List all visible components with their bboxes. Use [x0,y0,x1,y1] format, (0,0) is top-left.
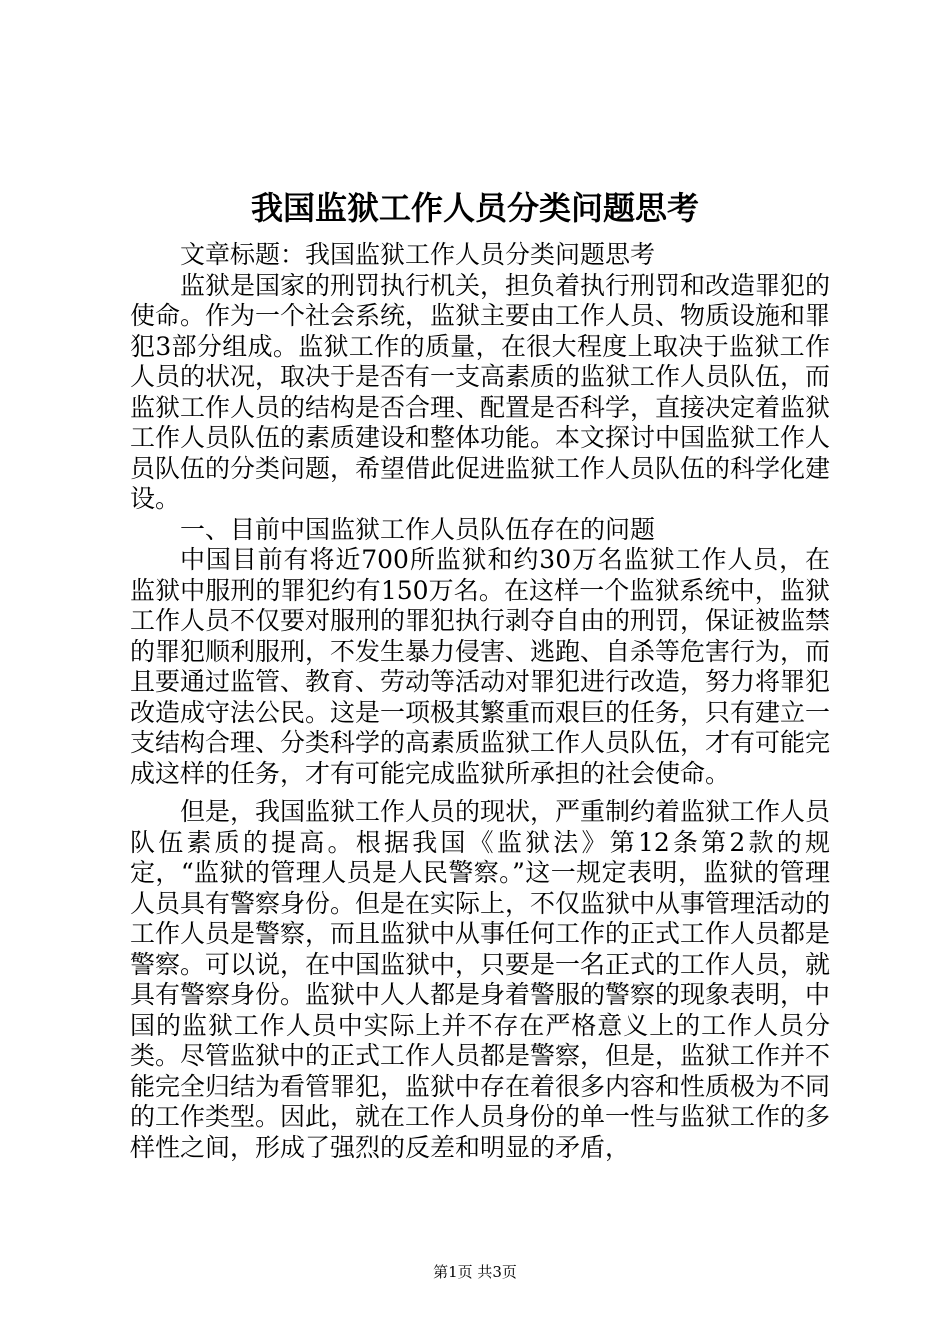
page-indicator: 第1页 共3页 [433,1263,517,1281]
body-paragraph: 中国目前有将近700所监狱和约30万名监狱工作人员，在监狱中服刑的罪犯约有150万名。在这样一个监狱系统中，监狱工作人员不仅要对服刑的罪犯执行剥夺自由的刑罚，保证被监禁的罪犯顺利服刑，不发生暴力侵害、逃跑、自杀等危害行为，而且要通过监管、教育、劳动等活动对罪犯进行改造，努力将罪犯改造成守法公民。这是一项极其繁重而艰巨的任务，只有建立一支结构合理、分类科学的高素质监狱工作人员队伍，才有可能完成这样的任务，才有可能完成监狱所承担的社会使命。 [130,545,831,788]
article-title-line: 文章标题：我国监狱工作人员分类问题思考 [180,240,656,269]
intro-paragraph: 监狱是国家的刑罚执行机关，担负着执行刑罚和改造罪犯的使命。作为一个社会系统，监狱主要由工作人员、物质设施和罪犯3部分组成。监狱工作的质量，在很大程度上取决于监狱工作人员的状况，取决于是否有一支高素质的监狱工作人员队伍，而监狱工作人员的结构是否合理、配置是否科学，直接决定着监狱工作人员队伍的素质建设和整体功能。本文探讨中国监狱工作人员队伍的分类问题，希望借此促进监狱工作人员队伍的科学化建设。 [130,270,831,513]
document-body [130,240,830,1163]
section-heading: 一、目前中国监狱工作人员队伍存在的问题 [180,514,656,544]
body-paragraph: 但是，我国监狱工作人员的现状，严重制约着监狱工作人员队伍素质的提高。根据我国《监狱法》第12条第2款的规定，“监狱的管理人员是人民警察。”这一规定表明，监狱的管理人员具有警察身份。但是在实际上，不仅监狱中从事管理活动的工作人员是警察，而且监狱中从事任何工作的正式工作人员都是警察。可以说，在中国监狱中，只要是一名正式的工作人员，就具有警察身份。监狱中人人都是身着警服的警察的现象表明，中国的监狱工作人员中实际上并不存在严格意义上的工作人员分类。尽管监狱中的正式工作人员都是警察，但是，监狱工作并不能完全归结为看管罪犯，监狱中存在着很多内容和性质极为不同的工作类型。因此，就在工作人员身份的单一性与监狱工作的多样性之间，形成了强烈的反差和明显的矛盾， [130,797,831,1162]
page-title: 我国监狱工作人员分类问题思考 [250,189,699,227]
